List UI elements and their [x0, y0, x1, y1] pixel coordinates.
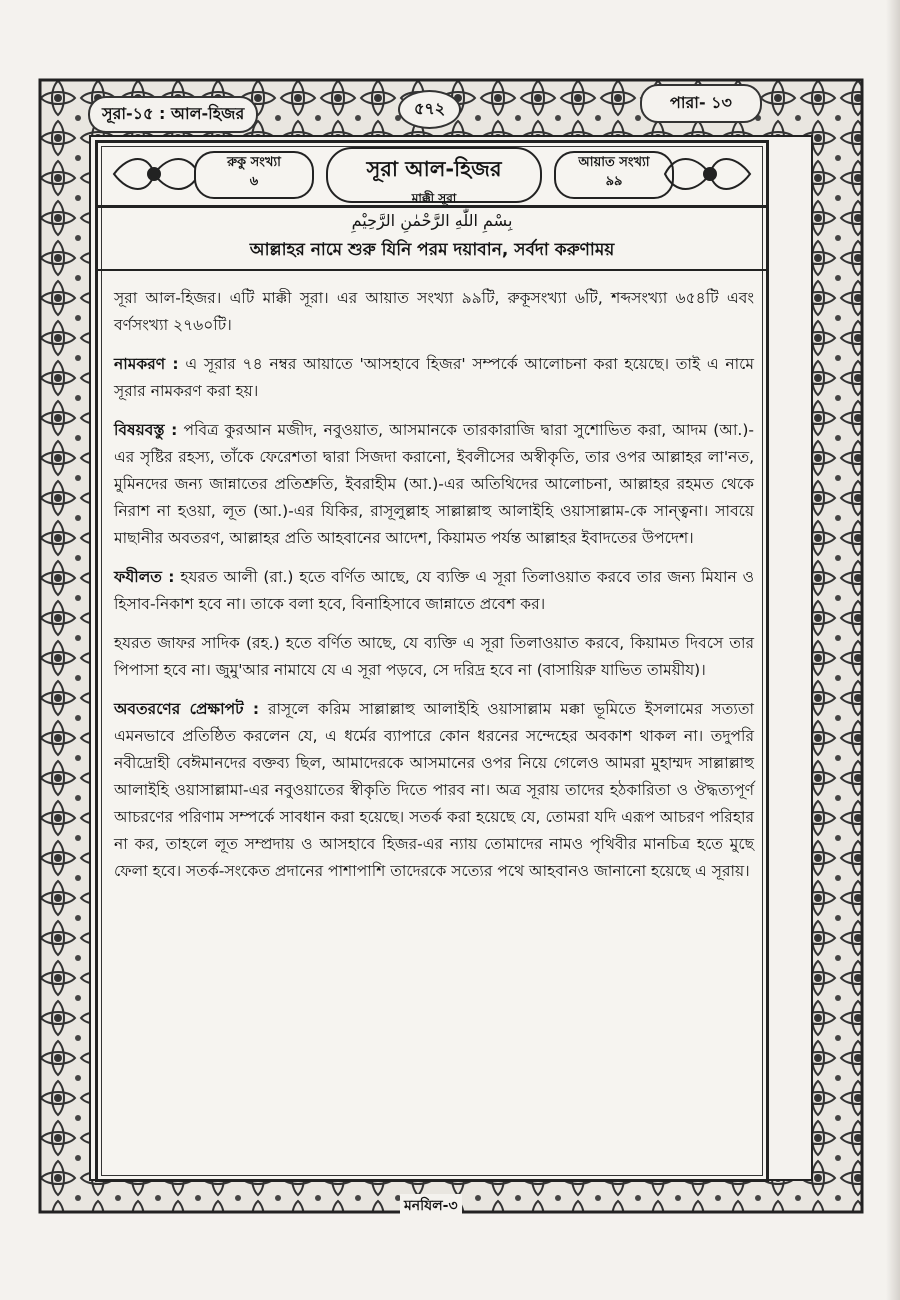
ayat-count-label: আয়াত সংখ্যা	[578, 155, 650, 170]
manzil-label: মনযিল-৩	[400, 1194, 462, 1218]
ruku-count-box	[194, 151, 314, 199]
surah-introduction	[114, 285, 754, 897]
ayat-count-box	[554, 151, 674, 199]
virtue-paragraph	[114, 564, 754, 618]
bismillah-translation: আল্লাহর নামে শুরু যিনি পরম দয়াবান, সর্বদা করুণাময়	[249, 240, 615, 260]
bismillah-section	[98, 209, 766, 271]
left-ornament	[104, 149, 204, 199]
surah-title: সূরা আল-হিজর	[366, 157, 502, 181]
para-reference: পারা- ১৩	[640, 84, 762, 123]
page-number: ৫৭২	[398, 90, 461, 129]
surah-title-box	[326, 147, 542, 203]
ruku-count-label: রুকু সংখ্যা	[227, 155, 281, 170]
surah-type: মাক্কী সূরা	[411, 191, 457, 205]
ruku-count-value: ৬	[249, 174, 259, 189]
paragraph-text: এ সূরার ৭৪ নম্বর আয়াতে 'আসহাবে হিজর' সম্পর্কে আলোচনা করা হয়েছে। তাই এ নামে সূরার নামকরণ করা হয়।	[114, 355, 754, 400]
content-frame	[95, 140, 769, 1182]
bismillah-arabic: بِسْمِ اللّٰهِ الرَّحْمٰنِ الرَّحِیْمِ	[351, 211, 513, 230]
paragraph-text: হযরত আলী (রা.) হতে বর্ণিত আছে, যে ব্যক্তি এ সূরা তিলাওয়াত করবে তার জন্য মিযান ও হিসাব-নিকাশ হবে না। তাকে বলা হবে, বিনাহিসাবে জান্নাতে প্রবেশ কর।	[114, 568, 754, 613]
ayat-count-value: ৯৯	[605, 174, 623, 189]
page-edge-shadow	[886, 0, 900, 1300]
virtue-paragraph-2	[114, 630, 754, 684]
paragraph-text: সূরা আল-হিজর। এটি মাক্কী সূরা। এর আয়াত সংখ্যা ৯৯টি, রুকূসংখ্যা ৬টি, শব্দসংখ্যা ৬৫৪টি এবং বর্ণসংখ্যা ২৭৬০টি।	[114, 289, 754, 334]
intro-paragraph	[114, 285, 754, 339]
paragraph-heading: নামকরণ :	[114, 355, 179, 373]
subject-paragraph	[114, 417, 754, 552]
paragraph-heading: ফযীলত :	[114, 568, 175, 586]
paragraph-text: রাসূলে করিম সাল্লাল্লাহু আলাইহি ওয়াসাল্লাম মক্কা ভূমিতে ইসলামের সত্যতা এমনভাবে প্রতিষ্ঠিত করলেন যে, এ ধর্মের ব্যাপারে কোন ধরনের সন্দেহের অবকাশ থাকল না। তদুপরি নবীদ্রোহী বেঈমানদের বক্তব্য ছিল, আমাদেরকে আসমানের ওপর নিয়ে গেলেও আমরা মুহাম্মদ সাল্লাল্লাহু আলাইহি ওয়াসাল্লামা-এর নবুওয়াতের স্বীকৃতি দিতে পারব না। অত্র সূরায় তাদের হঠকারিতা ও ঔদ্ধত্যপূর্ণ আচরণের পরিণাম সম্পর্কে সাবধান করা হয়েছে। সতর্ক করা হয়েছে যে, তোমরা যদি এরূপ আচরণ পরিহার না কর, তাহলে লূত সম্প্রদায় ও আসহাবে হিজর-এর ন্যায় তোমাদের নামও পৃথিবীর মানচিত্র হতে মুছে ফেলা হবে। সতর্ক-সংকেত প্রদানের পাশাপাশি তাদেরকে সত্যের পথে আহবানও জানানো হয়েছে এ সূরায়।	[114, 700, 755, 880]
paragraph-heading: অবতরণের প্রেক্ষাপট :	[114, 700, 260, 718]
right-ornament	[660, 149, 760, 199]
revelation-context-paragraph	[114, 696, 754, 885]
naming-paragraph	[114, 351, 754, 405]
paragraph-heading: বিষয়বস্তু :	[114, 421, 178, 439]
title-band	[98, 143, 766, 208]
paragraph-text: হযরত জাফর সাদিক (রহ.) হতে বর্ণিত আছে, যে ব্যক্তি এ সূরা তিলাওয়াত করবে, কিয়ামত দিবসে তার পিপাসা হবে না। জুমু'আর নামাযে যে এ সূরা পড়বে, সে দরিদ্র হবে না (বাসায়িরু যাভিত তাময়ীয)।	[114, 634, 754, 679]
paragraph-text: পবিত্র কুরআন মজীদ, নবুওয়াত, আসমানকে তারকারাজি দ্বারা সুশোভিত করা, আদম (আ.)-এর সৃষ্টির রহস্য, তাঁকে ফেরেশতা দ্বারা সিজদা করানো, ইবলীসের অস্বীকৃতি, তার ওপর আল্লাহর লা'নত, মুমিনদের জন্য জান্নাতের প্রতিশ্রুতি, ইবরাহীম (আ.)-এর অতিথিদের আলোচনা, আল্লাহর রহমত থেকে নিরাশ না হওয়া, লূত (আ.)-এর যিকির, রাসূলুল্লাহ সাল্লাল্লাহু আলাইহি ওয়াসাল্লাম-কে সান্ত্বনা। সাবয়ে মাছানীর অবতরণ, আল্লাহর প্রতি আহবানের আদেশ, কিয়ামত পর্যন্ত আল্লাহর ইবাদতের উপদেশ।	[114, 421, 755, 547]
surah-reference: সূরা-১৫ : আল-হিজর	[88, 96, 258, 133]
